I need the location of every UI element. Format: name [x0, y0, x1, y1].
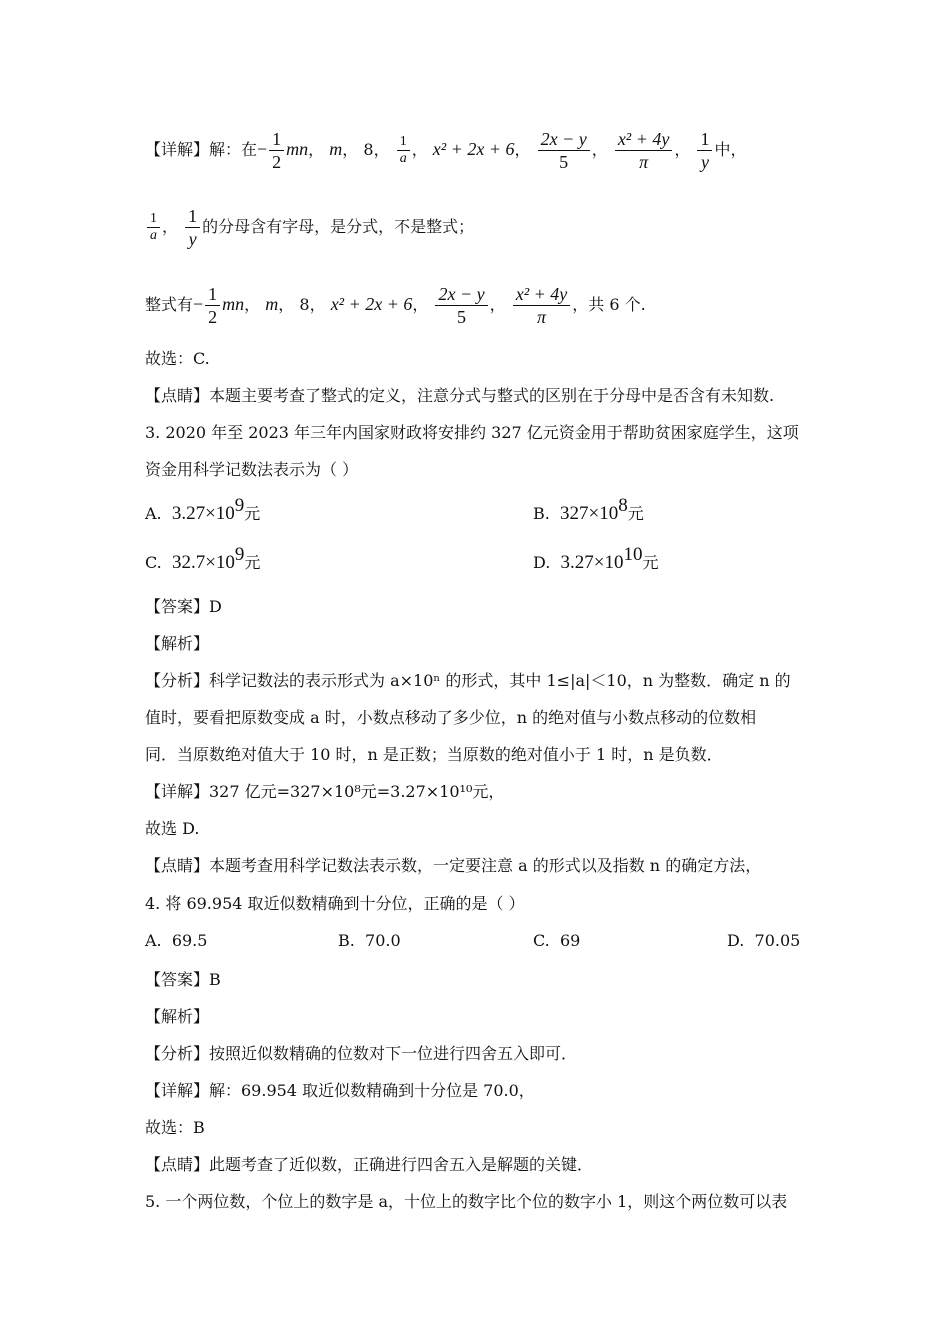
- q4-option-c: C. 69: [533, 931, 581, 950]
- minus-sign: −: [257, 139, 268, 159]
- q3-stem-line2: 资金用科学记数法表示为（ ）: [145, 460, 359, 479]
- term-m: m: [329, 139, 343, 159]
- q3-option-a: A. $3.27\times 10^9$元: [145, 495, 261, 524]
- term-8: 8: [363, 140, 374, 159]
- q4-detail: 【详解】解：69.954 取近似数精确到十分位是 70.0，: [145, 1081, 535, 1100]
- fraction-x2-4y-over-pi: $\frac{\text{x² + 4y}}{\pi}$: [513, 283, 571, 328]
- q4-answer: 【答案】B: [145, 970, 221, 989]
- q3-option-d: D. $3.27\times 10^{10}$元: [533, 544, 659, 573]
- fraction-2x-y-over-5: $\frac{2x - y}{5}$: [538, 128, 590, 173]
- term-mn: mn: [286, 139, 309, 159]
- fraction-2x-y-over-5: $\frac{2x - y}{5}$: [435, 283, 487, 328]
- fraction-1-over-y: $\frac{1}{y}$: [185, 205, 200, 250]
- q4-comment: 【点睛】此题考查了近似数，正确进行四舍五入是解题的关键．: [145, 1155, 594, 1174]
- term-polynomial: x² + 2x + 6: [432, 139, 515, 159]
- q4-stem: 4. 将 69.954 取近似数精确到十分位，正确的是（ ）: [145, 894, 525, 913]
- q5-stem: 5. 一个两位数，个位上的数字是 a，十位上的数字比个位的数字小 1，则这个两位数可以表: [145, 1192, 788, 1211]
- q4-option-b: B. 70.0: [338, 931, 401, 950]
- fraction-1-over-a: $\frac{1}{a}$: [397, 134, 410, 167]
- s2-comment: 【点睛】本题主要考查了整式的定义，注意分式与整式的区别在于分母中是否含有未知数.: [145, 386, 775, 405]
- q3-stem-line1: 3. 2020 年至 2023 年三年内国家财政将安排约 327 亿元资金用于帮助贫困家庭学生，这项: [145, 423, 799, 442]
- q4-jiexi: 【解析】: [145, 1007, 210, 1026]
- q3-analysis-line2: 值时，要看把原数变成 a 时，小数点移动了多少位，n 的绝对值与小数点移动的位数相: [145, 708, 757, 727]
- s2-detail-line: 【详解】解：在− $\frac{1}{2}$ mn， m， 8， $\frac{1}{a}$ ， x² + 2x + 6， $\frac{2x - y}{5}$ ， $\frac{\text{x² + 4y}}{\pi}$ ， $\frac{1}{y}$ 中，: [145, 129, 747, 172]
- fraction-x2-4y-over-pi: $\frac{\text{x² + 4y}}{\pi}$: [615, 128, 673, 173]
- q3-option-c: C. $32.7\times 10^9$元: [145, 544, 261, 573]
- s2-polynomial-list-line: 整式有− $\frac{1}{2}$ mn， m， 8， x² + 2x + 6， $\frac{2x - y}{5}$ ， $\frac{\text{x² + 4y}}{\pi}$ ，共 6 个.: [145, 284, 646, 327]
- q3-analysis-line3: 同．当原数绝对值大于 10 时，n 是正数；当原数的绝对值小于 1 时，n 是负数．: [145, 745, 723, 764]
- q4-option-a: A. 69.5: [145, 931, 208, 950]
- s2-detail-lead: 【详解】解：在: [145, 140, 258, 159]
- s2-fraction-note-line: $\frac{1}{a}$ ， $\frac{1}{y}$ 的分母含有字母，是分式，不是整式；: [145, 205, 474, 250]
- s2-choose: 故选：C.: [145, 349, 210, 368]
- fraction-half: $\frac{1}{2}$: [205, 283, 220, 328]
- q4-option-d: D. 70.05: [727, 931, 801, 950]
- q3-detail: 【详解】327 亿元=327×10⁸元=3.27×10¹⁰元，: [145, 782, 505, 801]
- fraction-1-over-a: $\frac{1}{a}$: [147, 211, 160, 244]
- q3-answer: 【答案】D: [145, 597, 222, 616]
- q4-analysis: 【分析】按照近似数精确的位数对下一位进行四舍五入即可．: [145, 1044, 578, 1063]
- q3-analysis-line1: 【分析】科学记数法的表示形式为 a×10ⁿ 的形式，其中 1≤|a|＜10，n 为整数．确定 n 的: [145, 671, 791, 690]
- q4-choose: 故选：B: [145, 1118, 205, 1137]
- fraction-1-over-y: $\frac{1}{y}$: [697, 128, 712, 173]
- q3-option-b: B. $327\times 10^8$元: [533, 495, 644, 524]
- q3-jiexi: 【解析】: [145, 634, 210, 653]
- fraction-half: $\frac{1}{2}$: [269, 128, 284, 173]
- q3-comment: 【点睛】本题考查用科学记数法表示数，一定要注意 a 的形式以及指数 n 的确定方法，: [145, 856, 762, 875]
- q3-choose: 故选 D.: [145, 819, 200, 838]
